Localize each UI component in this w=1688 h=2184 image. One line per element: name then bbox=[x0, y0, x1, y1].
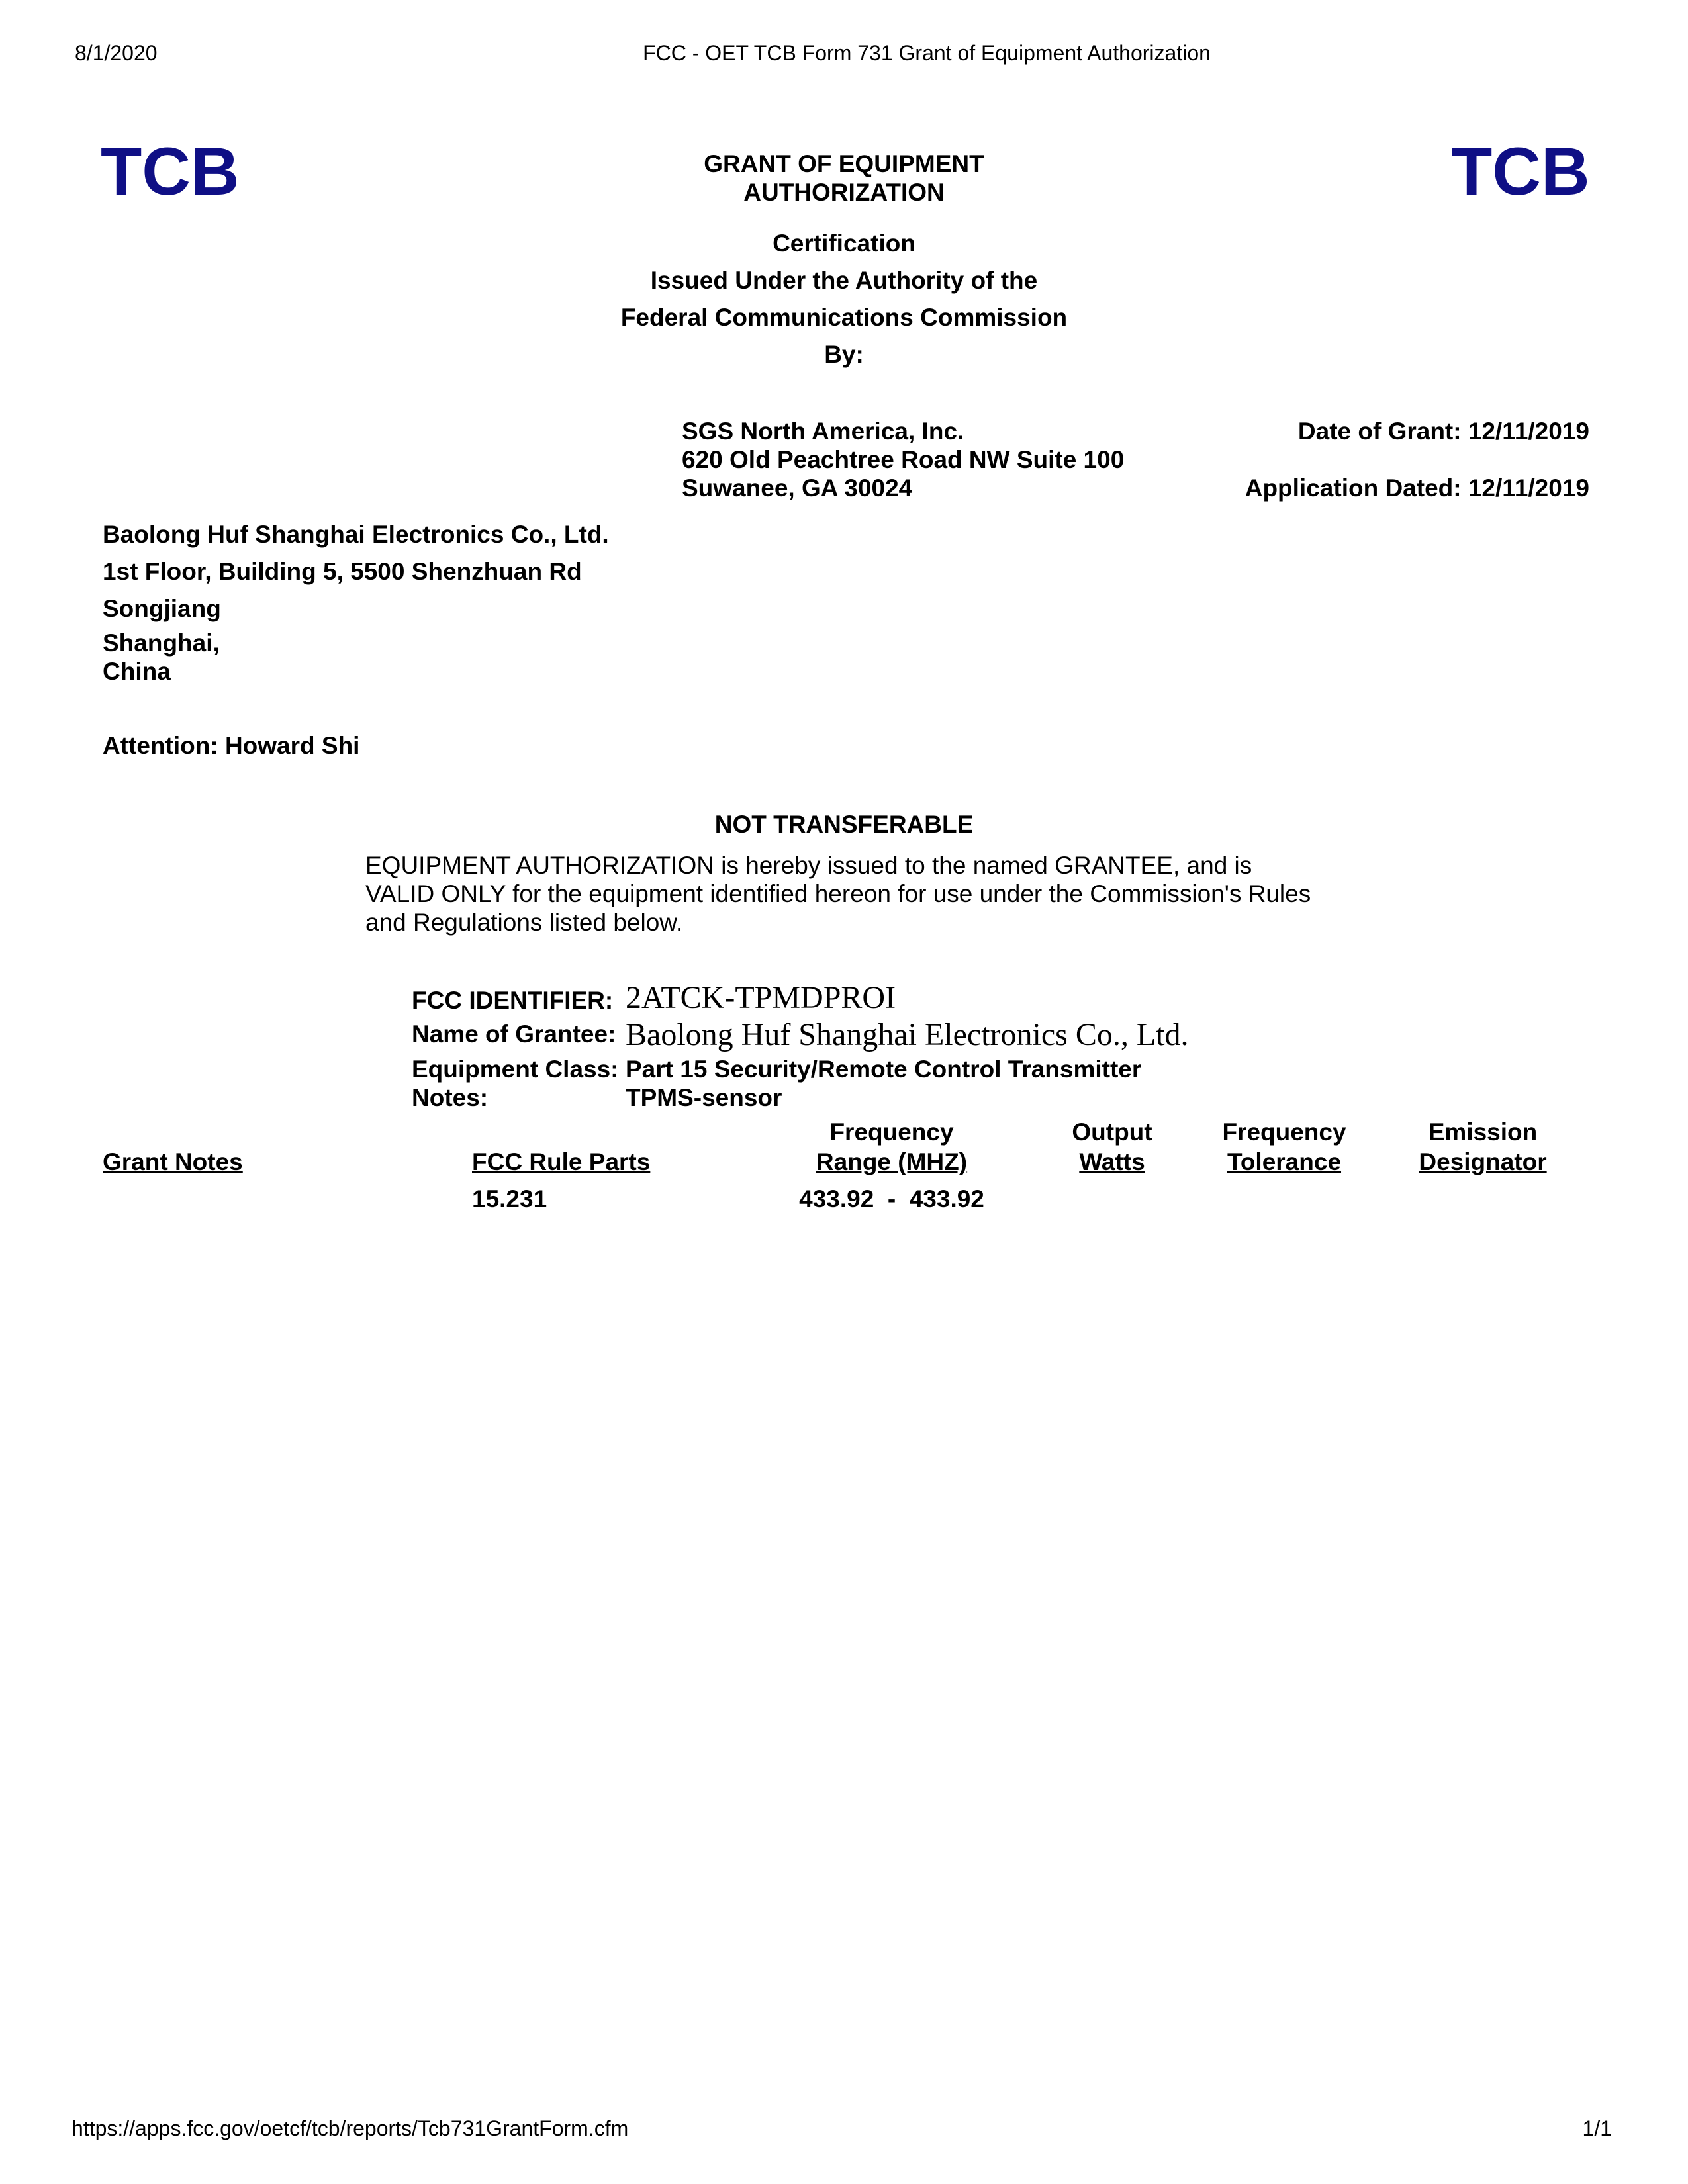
issuer-name: SGS North America, Inc. bbox=[682, 418, 964, 445]
rule-part-cell: 15.231 bbox=[472, 1185, 547, 1212]
print-title: FCC - OET TCB Form 731 Grant of Equipment Authorization bbox=[643, 41, 1211, 65]
print-url: https://apps.fcc.gov/oetcf/tcb/reports/Tcb731GrantForm.cfm bbox=[71, 2116, 629, 2140]
grantee-address-line1: 1st Floor, Building 5, 5500 Shenzhuan Rd bbox=[103, 558, 582, 585]
tcb-logo-right: TCB bbox=[1451, 134, 1590, 209]
col-frequency-range-line2: Range (MHZ) bbox=[816, 1148, 968, 1175]
authorization-line1: EQUIPMENT AUTHORIZATION is hereby issued to the named GRANTEE, and is bbox=[365, 852, 1252, 879]
equipment-class-label: Equipment Class: bbox=[412, 1056, 619, 1083]
issuer-address-line1: 620 Old Peachtree Road NW Suite 100 bbox=[682, 446, 1125, 473]
grant-heading bbox=[0, 150, 1688, 206]
application-dated: Application Dated: 12/11/2019 bbox=[1244, 475, 1589, 502]
grant-heading-line2: AUTHORIZATION bbox=[743, 179, 945, 206]
grantee-label: Name of Grantee: bbox=[412, 1021, 616, 1048]
certification-block bbox=[0, 225, 1688, 373]
col-emission-designator-line2: Designator bbox=[1419, 1148, 1547, 1175]
equipment-class-value: Part 15 Security/Remote Control Transmitter bbox=[626, 1056, 1142, 1083]
grantee-name: Baolong Huf Shanghai Electronics Co., Ltd. bbox=[103, 521, 609, 548]
grantee-address-cont bbox=[103, 629, 220, 686]
grant-heading-line1: GRANT OF EQUIPMENT bbox=[704, 150, 984, 177]
issuer-address-line2: Suwanee, GA 30024 bbox=[682, 475, 913, 502]
print-date: 8/1/2020 bbox=[75, 41, 158, 65]
col-emission-designator bbox=[1397, 1117, 1569, 1177]
col-output-watts-line1: Output bbox=[1072, 1118, 1152, 1146]
col-grant-notes: Grant Notes bbox=[103, 1148, 243, 1175]
col-fcc-rule-parts: FCC Rule Parts bbox=[472, 1148, 651, 1175]
date-of-grant: Date of Grant: 12/11/2019 bbox=[1297, 418, 1589, 445]
certification-label: Certification bbox=[773, 230, 915, 257]
notes-value: TPMS-sensor bbox=[626, 1084, 782, 1111]
grantee-address bbox=[103, 516, 609, 627]
col-output-watts-line2: Watts bbox=[1079, 1148, 1145, 1175]
authorization-statement bbox=[365, 851, 1311, 936]
attention-line: Attention: Howard Shi bbox=[103, 732, 360, 759]
authorization-line3: and Regulations listed below. bbox=[365, 909, 683, 936]
issuer-address bbox=[682, 417, 1124, 502]
commission-line: Federal Communications Commission bbox=[620, 304, 1068, 331]
print-page-number: 1/1 bbox=[1582, 2116, 1612, 2140]
fcc-id-label: FCC IDENTIFIER: bbox=[412, 987, 614, 1014]
fcc-id-value: 2ATCK-TPMDPROI bbox=[626, 980, 896, 1015]
frequency-range-cell: 433.92 - 433.92 bbox=[799, 1185, 984, 1212]
grantee-value: Baolong Huf Shanghai Electronics Co., Ltd. bbox=[626, 1017, 1189, 1052]
not-transferable-heading: NOT TRANSFERABLE bbox=[714, 811, 974, 838]
authority-line: Issued Under the Authority of the bbox=[650, 267, 1038, 294]
col-emission-designator-line1: Emission bbox=[1428, 1118, 1538, 1146]
authorization-line2: VALID ONLY for the equipment identified hereon for use under the Commission's Rules bbox=[365, 880, 1311, 907]
col-frequency-range bbox=[759, 1117, 1024, 1177]
col-output-watts bbox=[1046, 1117, 1178, 1177]
tcb-logo-left: TCB bbox=[101, 134, 240, 209]
col-frequency-tolerance-line2: Tolerance bbox=[1227, 1148, 1342, 1175]
grantee-address-line2: Songjiang bbox=[103, 595, 221, 622]
grantee-address-line3: Shanghai, bbox=[103, 629, 220, 657]
notes-label: Notes: bbox=[412, 1084, 489, 1111]
by-label: By: bbox=[824, 341, 864, 368]
col-frequency-tolerance-line1: Frequency bbox=[1222, 1118, 1346, 1146]
col-frequency-tolerance bbox=[1198, 1117, 1370, 1177]
grantee-address-line4: China bbox=[103, 658, 171, 685]
col-frequency-range-line1: Frequency bbox=[829, 1118, 954, 1146]
